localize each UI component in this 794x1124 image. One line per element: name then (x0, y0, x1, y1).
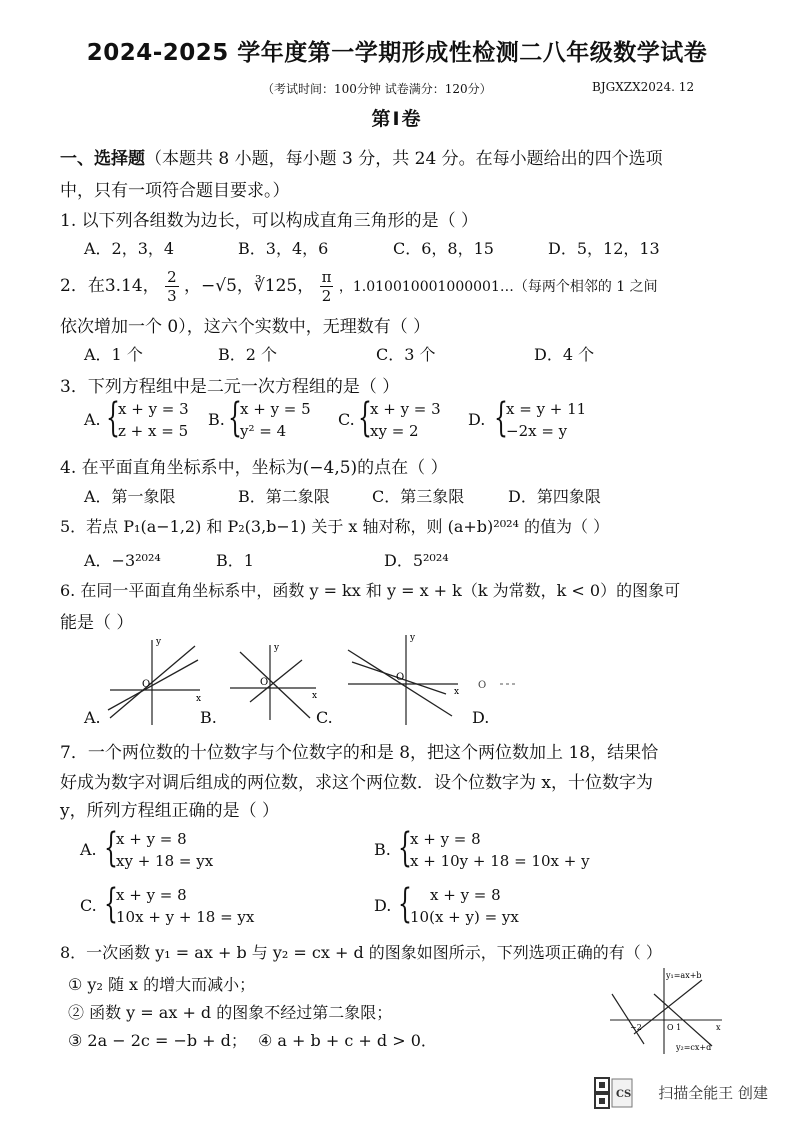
q3-eq-c2: xy = 2 (370, 422, 419, 440)
q5-stem: 5．若点 P₁(a−1,2) 和 P₂(3,b−1) 关于 x 轴对称，则 (a+b)²⁰²⁴ 的值为（ ） (60, 517, 610, 536)
q6-a-y-label: y (156, 637, 162, 647)
q6-c-origin: O (396, 672, 405, 683)
q6-c-x-label: x (454, 687, 460, 697)
q3-eq-d2: −2x = y (506, 422, 568, 440)
q8-item-1: ① y₂ 随 x 的增大而减小； (68, 975, 256, 994)
q8-graph (604, 964, 740, 1056)
q2-pi-den: 2 (321, 287, 332, 305)
q3-brace-a: { (106, 395, 120, 441)
q7-eq-b1: x + y = 8 (410, 830, 481, 848)
q6-b-x-label: x (312, 691, 318, 701)
q4-option-b: B．第二象限 (238, 487, 330, 506)
q7-eq-d1: x + y = 8 (430, 886, 501, 904)
q3-label-a: A. (84, 410, 101, 429)
q1-stem: 1. 以下列各组数为边长，可以构成直角三角形的是（ ） (60, 211, 479, 231)
section-note-2: 中，只有一项符合题目要求。） (60, 181, 290, 201)
q6-d-origin: O (478, 680, 487, 691)
q6-graph-a (108, 637, 201, 725)
q3-eq-a2: z + x = 5 (118, 422, 189, 440)
q6-a-origin: O (142, 679, 151, 690)
q6-label-c: C. (316, 708, 333, 727)
q8-label-y1: y₁=ax+b (666, 971, 702, 980)
q7-brace-c: { (104, 881, 118, 927)
q2-option-d: D．4 个 (534, 345, 595, 364)
q6-graph-b (230, 643, 317, 720)
q7-system-b (410, 828, 590, 872)
q4-option-c: C．第三象限 (372, 487, 465, 506)
q3-eq-a1: x + y = 3 (118, 400, 189, 418)
q5-option-a: A．−3²⁰²⁴ (84, 551, 161, 570)
q3-brace-c: { (358, 395, 372, 441)
q3-label-c: C. (338, 410, 355, 429)
q6-b-y-label: y (274, 643, 280, 653)
q7-brace-a: { (104, 825, 118, 871)
volume-heading: 第Ⅰ卷 (371, 108, 423, 130)
q6-b-line-2 (250, 660, 302, 702)
exam-info: （考试时间：100分钟 试卷满分：120分） (262, 82, 492, 96)
q6-stem: 6. 在同一平面直角坐标系中，函数 y = kx 和 y = x + k（k 为常数，k < 0）的图象可 (60, 581, 681, 600)
q7-line-1: 7．一个两位数的十位数字与个位数字的和是 8，把这个两位数加上 18，结果恰 (60, 743, 659, 763)
q7-eq-c1: x + y = 8 (116, 886, 187, 904)
q7-label-b: B. (374, 840, 391, 859)
q2-option-b: B．2 个 (218, 345, 278, 364)
q2-line-1 (60, 268, 658, 305)
q7-eq-d2: 10(x + y) = yx (410, 908, 519, 926)
q6-c-y-label: y (410, 633, 416, 643)
q7-system-c (116, 884, 254, 928)
q3-label-b: B. (208, 410, 225, 429)
q2-line-2: 依次增加一个 0），这六个实数中，无理数有（ ） (60, 317, 431, 337)
q7-brace-b: { (398, 825, 412, 871)
q3-system-d (506, 398, 586, 442)
q2-frac-den: 3 (167, 287, 177, 305)
q4-option-a: A．第一象限 (84, 487, 176, 506)
q7-line-3: y，所列方程组正确的是（ ） (60, 801, 280, 821)
q8-line-y1-left (612, 994, 644, 1044)
q2-fraction (165, 268, 179, 305)
scanner-logo-icon (594, 1077, 634, 1109)
q7-system-a (116, 828, 213, 872)
q3-eq-d1: x = y + 11 (506, 400, 587, 418)
q7-brace-d: { (398, 881, 412, 927)
q6-graphs (80, 630, 520, 730)
q1-option-c: C．6，8，15 (393, 239, 494, 258)
q5-option-d: D．5²⁰²⁴ (384, 551, 449, 570)
page-title: 2024-2025 学年度第一学期形成性检测二八年级数学试卷 (86, 40, 708, 66)
q6-graph-d (478, 680, 516, 691)
q3-brace-d: { (494, 395, 508, 441)
scanner-watermark: 扫描全能王 创建 (658, 1084, 768, 1102)
q7-label-d: D. (374, 896, 392, 915)
q8-label-origin: O 1 (667, 1023, 682, 1032)
q7-eq-a1: x + y = 8 (116, 830, 187, 848)
q2-pi-num: π (321, 268, 332, 286)
q6-a-line-1 (108, 660, 198, 710)
q3-system-c (370, 398, 441, 442)
q3-eq-b1: x + y = 5 (240, 400, 311, 418)
q7-label-a: A. (80, 840, 97, 859)
exam-code: BJGXZX2024. 12 (592, 80, 695, 94)
q6-b-origin: O (260, 677, 269, 688)
section-heading (60, 144, 663, 169)
q1-option-d: D．5，12，13 (548, 239, 660, 258)
q2-items: ，−√5，∛125， (184, 276, 315, 296)
q6-label-d: D. (472, 708, 490, 727)
q3-label-d: D. (468, 410, 486, 429)
section-note: （本题共 8 小题，每小题 3 分，共 24 分。在每小题给出的四个选项 (145, 149, 663, 169)
section-title: 一、选择题 (60, 149, 145, 169)
q5-option-b: B．1 (216, 551, 254, 570)
q1-option-b: B．3，4，6 (238, 239, 329, 258)
q2-option-c: C．3 个 (376, 345, 436, 364)
q3-eq-c1: x + y = 3 (370, 400, 441, 418)
q6-graph-c (348, 633, 459, 725)
q6-label-b: B. (200, 708, 217, 727)
q3-brace-b: { (228, 395, 242, 441)
q7-eq-a2: xy + 18 = yx (116, 852, 214, 870)
q4-stem: 4. 在平面直角坐标系中，坐标为(−4,5)的点在（ ） (60, 458, 448, 478)
q7-line-2: 好成为数字对调后组成的两位数，求这个两位数．设个位数字为 x，十位数字为 (60, 773, 653, 793)
q8-item-3: ③ 2a − 2c = −b + d； (68, 1031, 247, 1050)
q4-option-d: D．第四象限 (508, 487, 601, 506)
q6-stem-2: 能是（ ） (60, 613, 134, 633)
q8-item-2: ② 函数 y = ax + d 的图象不经过第二象限； (68, 1003, 393, 1022)
q8-stem: 8．一次函数 y₁ = ax + b 与 y₂ = cx + d 的图象如图所示，下列选项正确的有（ ） (60, 943, 662, 962)
q6-label-a: A. (84, 708, 101, 727)
q2-num: 2．在3.14， (60, 276, 160, 296)
q8-label-y2: y₂=cx+d (676, 1043, 712, 1052)
q7-system-d (410, 884, 519, 928)
q7-label-c: C. (80, 896, 97, 915)
scanner-logo-text: CS (616, 1089, 632, 1100)
q3-system-b (240, 398, 311, 442)
q6-a-x-label: x (196, 694, 202, 704)
q8-label-num: −2 (630, 1023, 642, 1032)
q6-c-line-1 (348, 650, 452, 716)
q8-label-x: x (716, 1023, 721, 1032)
q2-tail: ，1.010010001000001…（每两个相邻的 1 之间 (338, 279, 658, 295)
q2-pi-fraction (320, 268, 334, 305)
q3-eq-b2: y² = 4 (240, 422, 287, 440)
q8-item-4: ④ a + b + c + d > 0． (258, 1031, 437, 1050)
q3-stem: 3．下列方程组中是二元一次方程组的是（ ） (60, 377, 400, 397)
q3-system-a (118, 398, 189, 442)
q1-option-a: A．2，3，4 (84, 239, 175, 258)
q7-eq-c2: 10x + y + 18 = yx (116, 908, 255, 926)
q2-frac-num: 2 (167, 268, 177, 286)
q7-eq-b2: x + 10y + 18 = 10x + y (410, 852, 590, 870)
q2-option-a: A．1 个 (84, 345, 143, 364)
